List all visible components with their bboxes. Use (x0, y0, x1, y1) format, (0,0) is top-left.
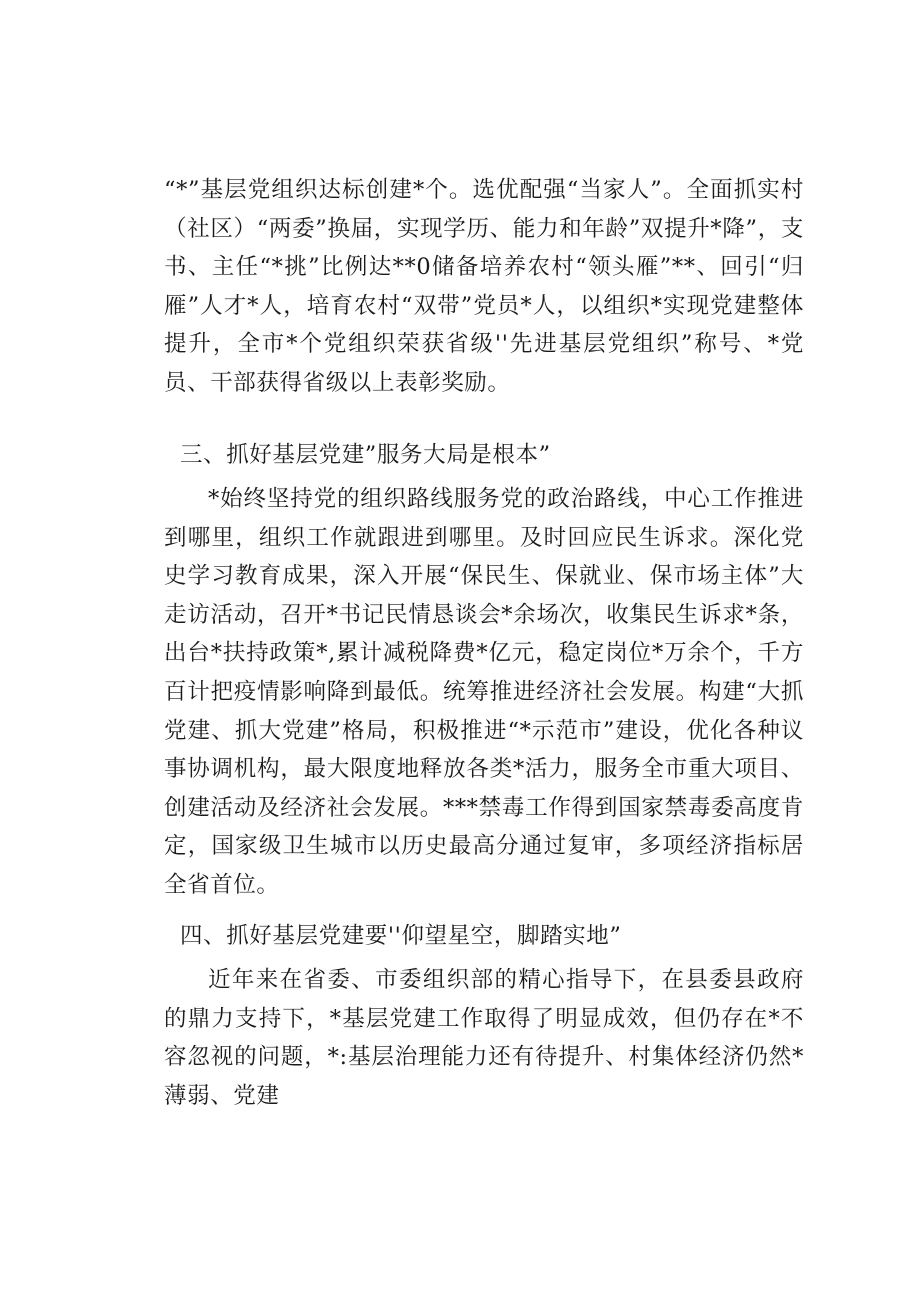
body-paragraph: *始终坚持党的组织路线服务党的政治路线，中心工作推进到哪里，组织工作就跟进到哪里。及时回应民生诉求。深化党史学习教育成果，深入开展“保民生、保就业、保市场主体”大走访活动，召开*书记民情恳谈会*余场次，收集民生诉求*条，出台*扶持政策*,累计减税降费*亿元，稳定岗位*万余个，千方百计把疫情影响降到最低。统筹推进经济社会发展。构建“大抓党建、抓大党建”格局，积极推进“*示范市”建设，优化各种议事协调机构，最大限度地释放各类*活力，服务全市重大项目、创建活动及经济社会发展。***禁毒工作得到国家禁毒委高度肯定，国家级卫生城市以历史最高分通过复审，多项经济指标居全省首位。 (164, 486, 804, 898)
section-heading: 四、抓好基层党建要''仰望星空，脚踏实地” (180, 923, 622, 949)
paragraph-block (164, 171, 804, 403)
paragraph-block (164, 961, 804, 1115)
paragraph-block (164, 480, 804, 905)
body-paragraph: 近年来在省委、市委组织部的精心指导下，在县委县政府的鼎力支持下，*基层党建工作取得了明显成效，但仍存在*不容忽视的问题，*:基层治理能力还有待提升、村集体经济仍然*薄弱、党建 (164, 967, 804, 1109)
section-heading: 三、抓好基层党建”服务大局是根本” (180, 442, 551, 468)
body-paragraph: “*”基层党组织达标创建*个。选优配强“当家人”。全面抓实村（社区）“两委”换届，实现学历、能力和年龄”双提升*降”，支书、主任“*挑”比例达**0储备培养农村“领头雁”**、回引“归雁”人才*人，培育农村“双带”党员*人，以组织*实现党建整体提升，全市*个党组织荣获省级''先进基层党组织”称号、*党员、干部获得省级以上表彰奖励。 (164, 177, 804, 396)
